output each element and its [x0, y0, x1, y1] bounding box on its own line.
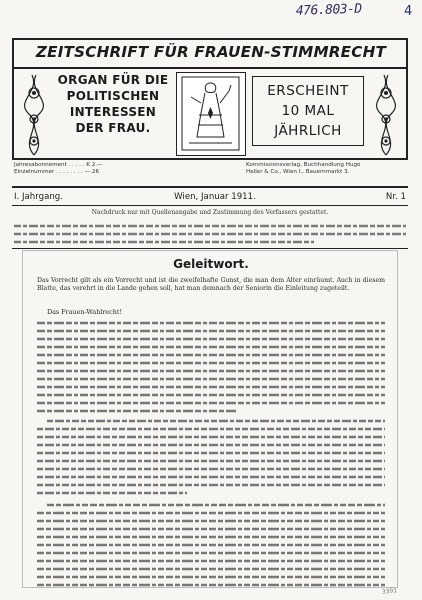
publisher-info: [246, 162, 408, 184]
article-subheading: Das Frauen-Wahlrecht!: [47, 308, 123, 316]
organ-line: POLITISCHEN: [66, 89, 160, 103]
frequency-line: 10 MAL: [281, 103, 335, 119]
illegible-text-lines: [37, 501, 385, 587]
organ-line: ORGAN FÜR DIE: [57, 73, 169, 87]
frequency-line: ERSCHEINT: [267, 83, 349, 99]
article-paragraph-block: [37, 319, 385, 415]
organ-statement: [54, 72, 172, 150]
article-opening: Das Vorrecht gilt als ein Vorrecht und ist die zweifelhafte Gunst, die man dem Alter einräumt. Auch in diesem Blatte, das verehrt in die Lande gehen soll, hat man demnach der Seniorin die Einleitung zugeteilt.: [37, 277, 385, 292]
contents-list: [14, 222, 406, 248]
reprint-notice: Nachdruck nur mit Quellenangabe und Zustimmung des Verfassers gestattet.: [91, 209, 329, 216]
issue-volume: I. Jahrgang.: [14, 192, 63, 202]
frequency-line: JÄHRLICH: [274, 123, 342, 139]
illegible-text-lines: [37, 417, 385, 499]
handwritten-catalog-number: 476.803-D: [295, 1, 363, 19]
divider-rule: [12, 248, 408, 249]
issue-date: Wien, Januar 1911.: [174, 192, 256, 202]
masthead-title: ZEITSCHRIFT FÜR FRAUEN-STIMMRECHT: [35, 43, 387, 61]
article-title: Geleitwort.: [173, 257, 249, 271]
ornament-right-icon: [366, 69, 406, 158]
organ-line: INTERESSEN: [69, 105, 157, 119]
article-paragraph-block: [37, 417, 385, 499]
organ-line: DER FRAU.: [75, 121, 151, 135]
subscription-line: Einzelnummer . . . . . . . . —.26: [14, 169, 100, 175]
masthead: [12, 38, 408, 160]
divider-rule: [12, 205, 408, 206]
subscription-prices: [14, 162, 174, 184]
allegorical-figure-emblem: [176, 72, 246, 156]
illegible-text-lines: [37, 319, 385, 415]
illegible-contents-lines: [14, 222, 406, 248]
ornament-left-icon: [14, 69, 54, 158]
divider-rule: [12, 186, 408, 188]
publisher-line: Heller & Co., Wien I., Bauernmarkt 3.: [246, 169, 350, 175]
frequency-statement: [252, 76, 364, 146]
article-paragraph-block: [37, 501, 385, 587]
article: [22, 250, 398, 588]
masthead-title-rule: [14, 67, 406, 69]
subscription-line: Jahresabonnement . . . . . K 2.—: [14, 162, 103, 168]
pencil-note: 3391: [381, 587, 398, 596]
publisher-line: Kommissionsverlag, Buchhandlung Hugo: [246, 162, 361, 168]
issue-info: [14, 190, 406, 204]
issue-number: Nr. 1: [385, 192, 406, 202]
handwritten-mark: 4: [404, 4, 413, 19]
